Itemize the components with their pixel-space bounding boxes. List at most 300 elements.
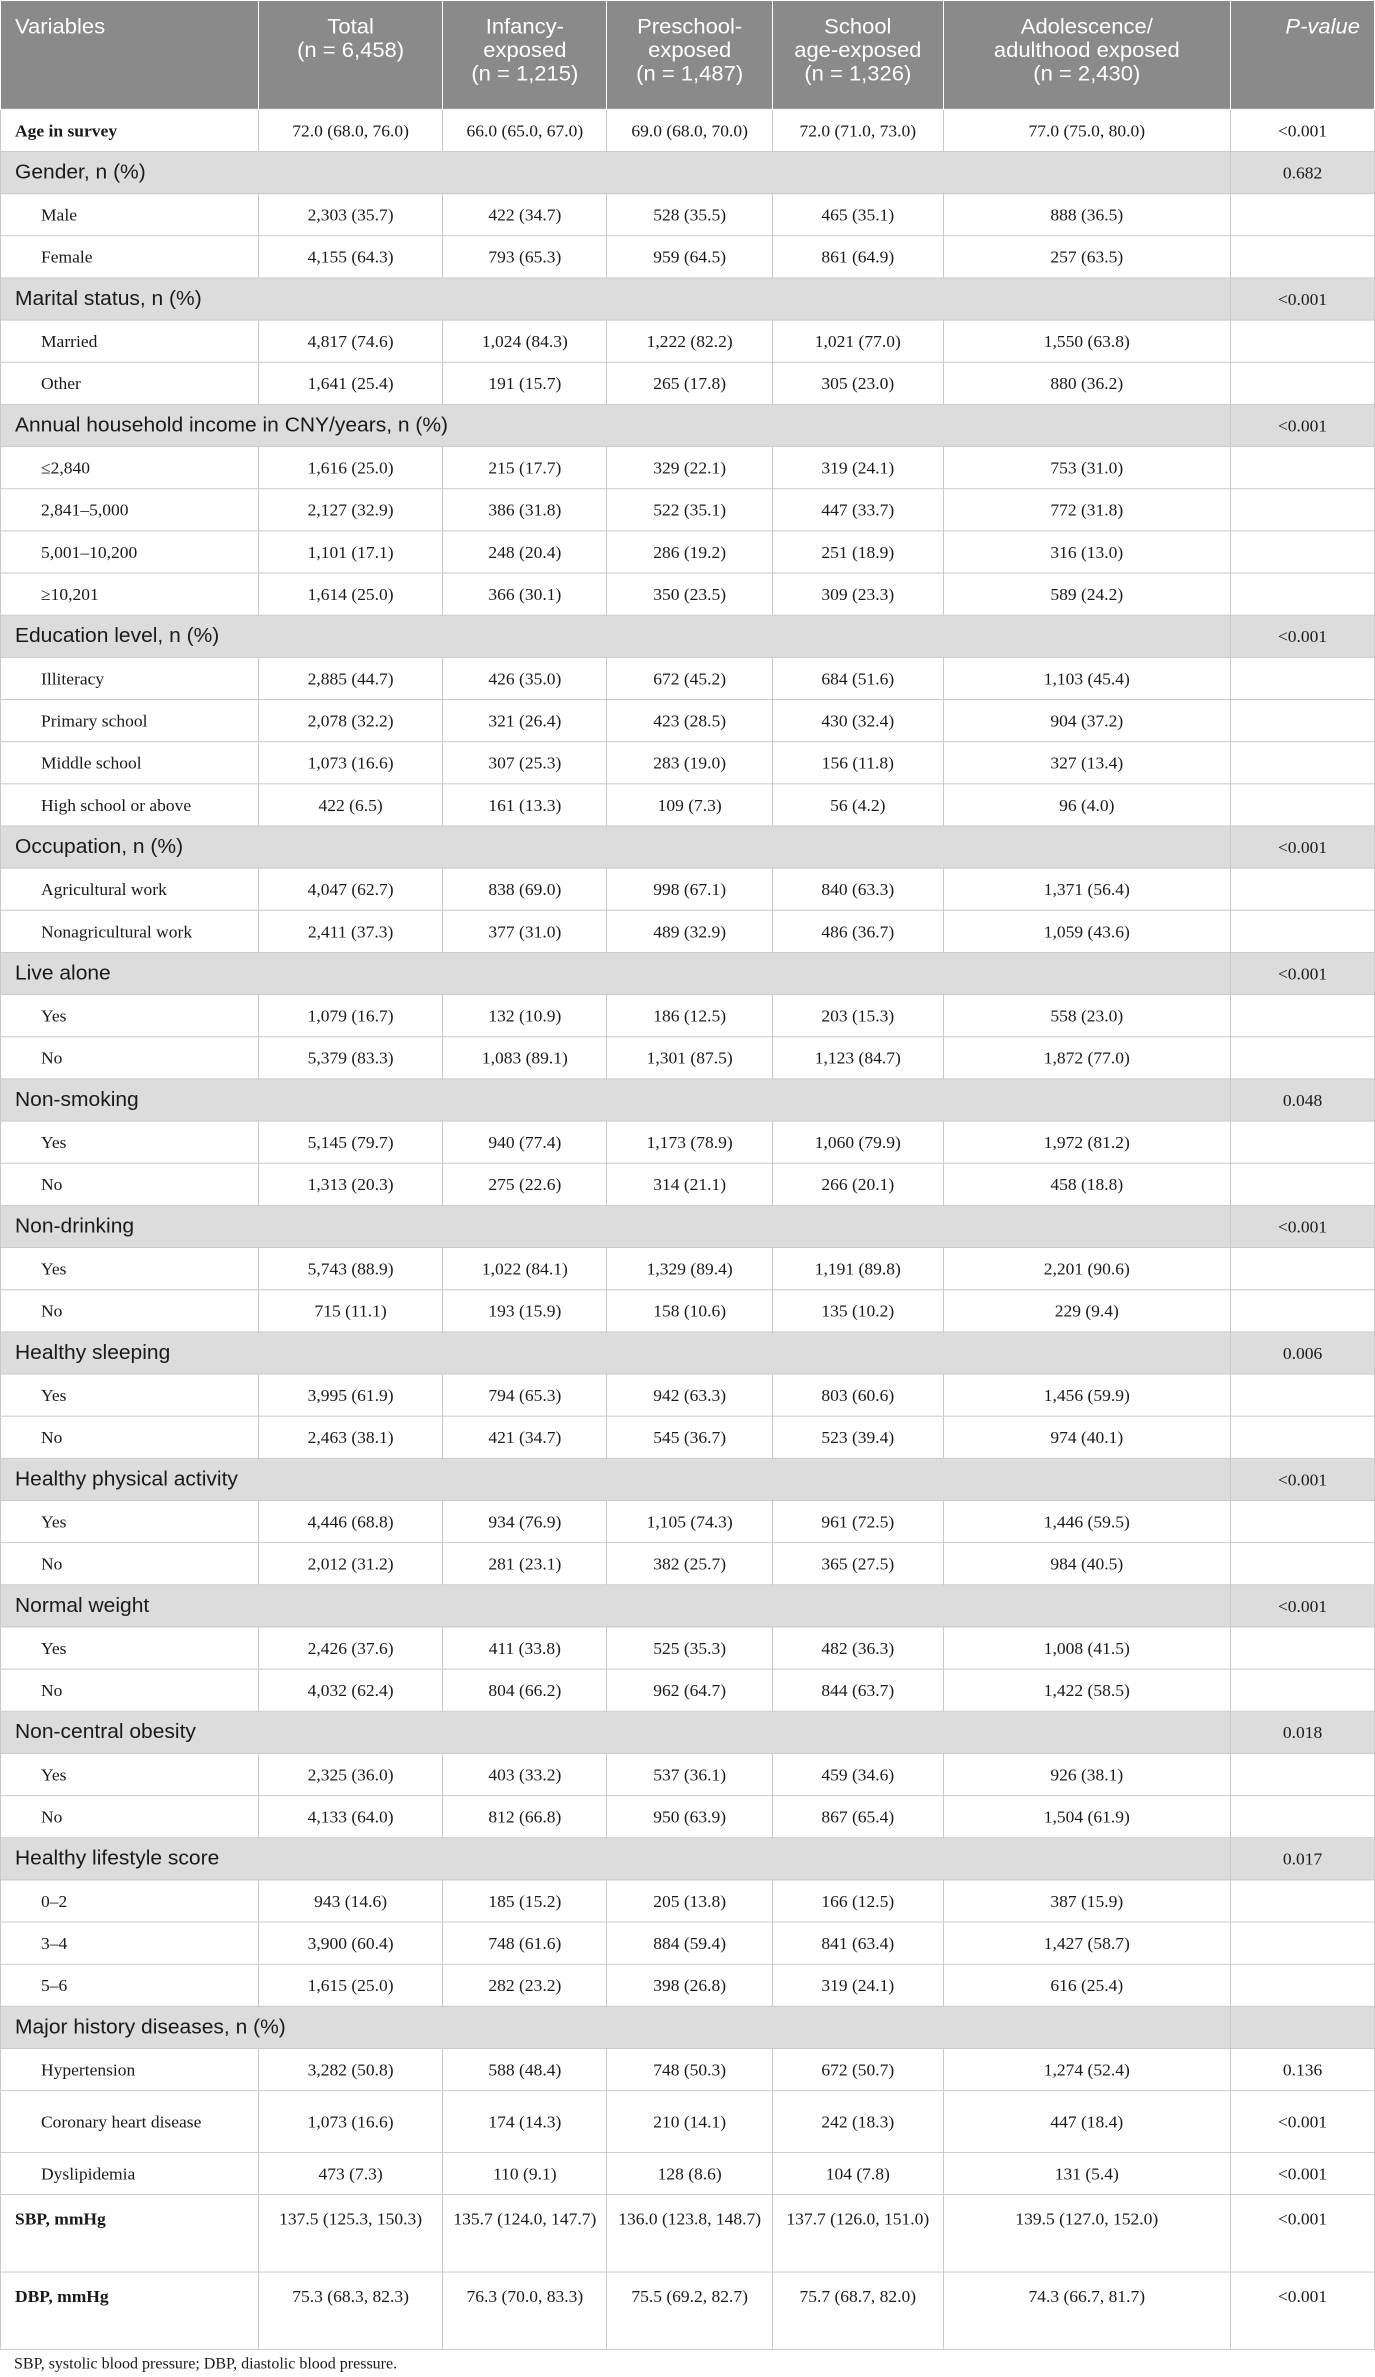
value-cell: 1,173 (78.9) xyxy=(607,1121,773,1163)
header-line: Variables xyxy=(15,13,106,39)
value-cell: 959 (64.5) xyxy=(607,236,773,278)
value-cell: 1,446 (59.5) xyxy=(943,1500,1231,1542)
section-row xyxy=(1,1205,1375,1247)
row-label: DBP, mmHg xyxy=(1,2272,259,2349)
table-row xyxy=(1,1037,1375,1079)
value-cell: 76.3 (70.0, 83.3) xyxy=(443,2272,607,2349)
p-value-cell: 0.682 xyxy=(1231,151,1375,193)
section-label: Non-central obesity xyxy=(1,1711,1231,1753)
value-cell: 139.5 (127.0, 152.0) xyxy=(943,2195,1231,2272)
value-cell: 672 (45.2) xyxy=(607,657,773,699)
value-cell: 2,325 (36.0) xyxy=(258,1753,443,1795)
p-value-cell xyxy=(1231,742,1375,784)
value-cell: 307 (25.3) xyxy=(443,742,607,784)
table-row xyxy=(1,1500,1375,1542)
value-cell: 321 (26.4) xyxy=(443,700,607,742)
column-header-6 xyxy=(1231,0,1375,109)
p-value-cell xyxy=(1231,1290,1375,1332)
value-cell: 804 (66.2) xyxy=(443,1669,607,1711)
value-cell: 75.3 (68.3, 82.3) xyxy=(258,2272,443,2349)
value-cell: 589 (24.2) xyxy=(943,573,1231,615)
row-label: Coronary heart disease xyxy=(1,2091,259,2153)
table-row xyxy=(1,2091,1375,2153)
value-cell: 812 (66.8) xyxy=(443,1796,607,1838)
row-label: 5,001–10,200 xyxy=(1,531,259,573)
value-cell: 2,303 (35.7) xyxy=(258,194,443,236)
table-row xyxy=(1,194,1375,236)
value-cell: 1,101 (17.1) xyxy=(258,531,443,573)
value-cell: 934 (76.9) xyxy=(443,1500,607,1542)
p-value-cell: 0.018 xyxy=(1231,1711,1375,1753)
value-cell: 904 (37.2) xyxy=(943,700,1231,742)
row-label: Yes xyxy=(1,1627,259,1669)
p-value-cell xyxy=(1231,1416,1375,1458)
value-cell: 2,078 (32.2) xyxy=(258,700,443,742)
p-value-cell xyxy=(1231,1543,1375,1585)
value-cell: 161 (13.3) xyxy=(443,784,607,826)
table-row xyxy=(1,1753,1375,1795)
p-value-cell xyxy=(1231,2006,1375,2048)
value-cell: 2,127 (32.9) xyxy=(258,489,443,531)
value-cell: 193 (15.9) xyxy=(443,1290,607,1332)
row-label: High school or above xyxy=(1,784,259,826)
table-footnote: SBP, systolic blood pressure; DBP, diastolic blood pressure. xyxy=(14,2355,398,2373)
value-cell: 203 (15.3) xyxy=(773,995,943,1037)
p-value-cell xyxy=(1231,236,1375,278)
section-label: Major history diseases, n (%) xyxy=(1,2006,1231,2048)
value-cell: 4,032 (62.4) xyxy=(258,1669,443,1711)
value-cell: 210 (14.1) xyxy=(607,2091,773,2153)
row-label: No xyxy=(1,1669,259,1711)
value-cell: 1,313 (20.3) xyxy=(258,1163,443,1205)
row-label: Male xyxy=(1,194,259,236)
value-cell: 473 (7.3) xyxy=(258,2152,443,2194)
value-cell: 1,301 (87.5) xyxy=(607,1037,773,1079)
value-cell: 841 (63.4) xyxy=(773,1922,943,1964)
value-cell: 248 (20.4) xyxy=(443,531,607,573)
value-cell: 447 (18.4) xyxy=(943,2091,1231,2153)
table-row xyxy=(1,910,1375,952)
section-label: Non-drinking xyxy=(1,1205,1231,1247)
value-cell: 1,079 (16.7) xyxy=(258,995,443,1037)
value-cell: 398 (26.8) xyxy=(607,1964,773,2006)
header-line: Preschool- xyxy=(637,13,743,39)
value-cell: 132 (10.9) xyxy=(443,995,607,1037)
value-cell: 2,201 (90.6) xyxy=(943,1248,1231,1290)
value-cell: 616 (25.4) xyxy=(943,1964,1231,2006)
table-row xyxy=(1,2152,1375,2194)
value-cell: 880 (36.2) xyxy=(943,362,1231,404)
value-cell: 1,103 (45.4) xyxy=(943,657,1231,699)
value-cell: 522 (35.1) xyxy=(607,489,773,531)
table-row xyxy=(1,489,1375,531)
p-value-cell xyxy=(1231,1796,1375,1838)
p-value-cell: 0.017 xyxy=(1231,1838,1375,1880)
value-cell: 128 (8.6) xyxy=(607,2152,773,2194)
row-label: No xyxy=(1,1796,259,1838)
table-body xyxy=(1,109,1375,2349)
value-cell: 2,426 (37.6) xyxy=(258,1627,443,1669)
value-cell: 4,817 (74.6) xyxy=(258,320,443,362)
table-row xyxy=(1,1543,1375,1585)
section-row xyxy=(1,1711,1375,1753)
table-row xyxy=(1,1416,1375,1458)
p-value-cell xyxy=(1231,362,1375,404)
table-row xyxy=(1,531,1375,573)
table-row xyxy=(1,1248,1375,1290)
header-line: exposed xyxy=(483,37,567,62)
row-label: ≥10,201 xyxy=(1,573,259,615)
p-value-cell xyxy=(1231,1248,1375,1290)
value-cell: 1,024 (84.3) xyxy=(443,320,607,362)
value-cell: 131 (5.4) xyxy=(943,2152,1231,2194)
value-cell: 1,222 (82.2) xyxy=(607,320,773,362)
header-line: adulthood exposed xyxy=(993,37,1180,62)
column-header-5 xyxy=(943,0,1231,109)
value-cell: 3,282 (50.8) xyxy=(258,2049,443,2091)
p-value-cell xyxy=(1231,1964,1375,2006)
table-row xyxy=(1,2049,1375,2091)
section-label: Gender, n (%) xyxy=(1,151,1231,193)
value-cell: 772 (31.8) xyxy=(943,489,1231,531)
section-label: Occupation, n (%) xyxy=(1,826,1231,868)
table-row xyxy=(1,657,1375,699)
value-cell: 174 (14.3) xyxy=(443,2091,607,2153)
table-row xyxy=(1,700,1375,742)
value-cell: 309 (23.3) xyxy=(773,573,943,615)
table-row xyxy=(1,784,1375,826)
value-cell: 4,155 (64.3) xyxy=(258,236,443,278)
value-cell: 1,371 (56.4) xyxy=(943,868,1231,910)
value-cell: 984 (40.5) xyxy=(943,1543,1231,1585)
row-label: No xyxy=(1,1290,259,1332)
value-cell: 840 (63.3) xyxy=(773,868,943,910)
value-cell: 974 (40.1) xyxy=(943,1416,1231,1458)
value-cell: 1,456 (59.9) xyxy=(943,1374,1231,1416)
value-cell: 1,105 (74.3) xyxy=(607,1500,773,1542)
row-label: Agricultural work xyxy=(1,868,259,910)
table-row xyxy=(1,2272,1375,2349)
value-cell: 1,872 (77.0) xyxy=(943,1037,1231,1079)
row-label: SBP, mmHg xyxy=(1,2195,259,2272)
value-cell: 185 (15.2) xyxy=(443,1880,607,1922)
value-cell: 2,463 (38.1) xyxy=(258,1416,443,1458)
value-cell: 940 (77.4) xyxy=(443,1121,607,1163)
p-value-cell xyxy=(1231,1500,1375,1542)
value-cell: 1,504 (61.9) xyxy=(943,1796,1231,1838)
section-label: Live alone xyxy=(1,952,1231,994)
row-label: Yes xyxy=(1,1753,259,1795)
value-cell: 943 (14.6) xyxy=(258,1880,443,1922)
value-cell: 365 (27.5) xyxy=(773,1543,943,1585)
row-label: Yes xyxy=(1,1374,259,1416)
p-value-cell xyxy=(1231,1374,1375,1416)
value-cell: 305 (23.0) xyxy=(773,362,943,404)
value-cell: 329 (22.1) xyxy=(607,447,773,489)
header-line: (n = 1,326) xyxy=(804,60,912,86)
p-value-cell xyxy=(1231,995,1375,1037)
section-row xyxy=(1,1332,1375,1374)
row-label: Middle school xyxy=(1,742,259,784)
p-value-cell xyxy=(1231,700,1375,742)
value-cell: 447 (33.7) xyxy=(773,489,943,531)
value-cell: 1,422 (58.5) xyxy=(943,1669,1231,1711)
p-value-cell xyxy=(1231,1669,1375,1711)
value-cell: 423 (28.5) xyxy=(607,700,773,742)
header-line: P-value xyxy=(1285,13,1360,39)
section-row xyxy=(1,615,1375,657)
value-cell: 486 (36.7) xyxy=(773,910,943,952)
value-cell: 286 (19.2) xyxy=(607,531,773,573)
value-cell: 3,995 (61.9) xyxy=(258,1374,443,1416)
value-cell: 884 (59.4) xyxy=(607,1922,773,1964)
value-cell: 1,972 (81.2) xyxy=(943,1121,1231,1163)
p-value-cell xyxy=(1231,194,1375,236)
p-value-cell xyxy=(1231,1163,1375,1205)
row-label: Dyslipidemia xyxy=(1,2152,259,2194)
value-cell: 5,743 (88.9) xyxy=(258,1248,443,1290)
value-cell: 430 (32.4) xyxy=(773,700,943,742)
value-cell: 75.7 (68.7, 82.0) xyxy=(773,2272,943,2349)
table-row xyxy=(1,1922,1375,1964)
p-value-cell: <0.001 xyxy=(1231,826,1375,868)
value-cell: 422 (34.7) xyxy=(443,194,607,236)
value-cell: 4,133 (64.0) xyxy=(258,1796,443,1838)
value-cell: 715 (11.1) xyxy=(258,1290,443,1332)
p-value-cell: <0.001 xyxy=(1231,2091,1375,2153)
value-cell: 489 (32.9) xyxy=(607,910,773,952)
value-cell: 421 (34.7) xyxy=(443,1416,607,1458)
value-cell: 537 (36.1) xyxy=(607,1753,773,1795)
value-cell: 2,885 (44.7) xyxy=(258,657,443,699)
value-cell: 75.5 (69.2, 82.7) xyxy=(607,2272,773,2349)
value-cell: 257 (63.5) xyxy=(943,236,1231,278)
p-value-cell xyxy=(1231,1922,1375,1964)
value-cell: 1,083 (89.1) xyxy=(443,1037,607,1079)
value-cell: 283 (19.0) xyxy=(607,742,773,784)
column-header-3 xyxy=(607,0,773,109)
table-row xyxy=(1,447,1375,489)
p-value-cell xyxy=(1231,1880,1375,1922)
value-cell: 3,900 (60.4) xyxy=(258,1922,443,1964)
value-cell: 56 (4.2) xyxy=(773,784,943,826)
value-cell: 998 (67.1) xyxy=(607,868,773,910)
value-cell: 684 (51.6) xyxy=(773,657,943,699)
header-line: (n = 1,487) xyxy=(636,60,744,86)
p-value-cell: <0.001 xyxy=(1231,1458,1375,1500)
p-value-cell: 0.048 xyxy=(1231,1079,1375,1121)
p-value-cell xyxy=(1231,1037,1375,1079)
header-line: age-exposed xyxy=(794,37,922,62)
p-value-cell: <0.001 xyxy=(1231,1205,1375,1247)
row-label: 5–6 xyxy=(1,1964,259,2006)
value-cell: 1,060 (79.9) xyxy=(773,1121,943,1163)
column-header-2 xyxy=(443,0,607,109)
value-cell: 1,021 (77.0) xyxy=(773,320,943,362)
value-cell: 459 (34.6) xyxy=(773,1753,943,1795)
value-cell: 377 (31.0) xyxy=(443,910,607,952)
header-line: Adolescence/ xyxy=(1020,13,1153,39)
value-cell: 275 (22.6) xyxy=(443,1163,607,1205)
section-label: Non-smoking xyxy=(1,1079,1231,1121)
value-cell: 158 (10.6) xyxy=(607,1290,773,1332)
row-label: 2,841–5,000 xyxy=(1,489,259,531)
value-cell: 251 (18.9) xyxy=(773,531,943,573)
row-label: No xyxy=(1,1163,259,1205)
value-cell: 748 (50.3) xyxy=(607,2049,773,2091)
row-label: No xyxy=(1,1416,259,1458)
value-cell: 838 (69.0) xyxy=(443,868,607,910)
table-row xyxy=(1,1964,1375,2006)
value-cell: 1,008 (41.5) xyxy=(943,1627,1231,1669)
section-label: Healthy physical activity xyxy=(1,1458,1231,1500)
row-label: Nonagricultural work xyxy=(1,910,259,952)
value-cell: 528 (35.5) xyxy=(607,194,773,236)
section-label: Marital status, n (%) xyxy=(1,278,1231,320)
header-line: Total xyxy=(327,13,374,39)
value-cell: 1,073 (16.6) xyxy=(258,2091,443,2153)
value-cell: 74.3 (66.7, 81.7) xyxy=(943,2272,1231,2349)
value-cell: 191 (15.7) xyxy=(443,362,607,404)
header-line: (n = 1,215) xyxy=(471,60,579,86)
value-cell: 72.0 (68.0, 76.0) xyxy=(258,109,443,151)
value-cell: 793 (65.3) xyxy=(443,236,607,278)
p-value-cell xyxy=(1231,1121,1375,1163)
p-value-cell: <0.001 xyxy=(1231,2195,1375,2272)
section-label: Education level, n (%) xyxy=(1,615,1231,657)
section-row xyxy=(1,1585,1375,1627)
value-cell: 77.0 (75.0, 80.0) xyxy=(943,109,1231,151)
table-row xyxy=(1,1290,1375,1332)
row-label: ≤2,840 xyxy=(1,447,259,489)
value-cell: 794 (65.3) xyxy=(443,1374,607,1416)
section-row xyxy=(1,1079,1375,1121)
row-label: Yes xyxy=(1,1121,259,1163)
value-cell: 867 (65.4) xyxy=(773,1796,943,1838)
p-value-cell: <0.001 xyxy=(1231,404,1375,446)
row-label: Other xyxy=(1,362,259,404)
value-cell: 942 (63.3) xyxy=(607,1374,773,1416)
value-cell: 672 (50.7) xyxy=(773,2049,943,2091)
value-cell: 525 (35.3) xyxy=(607,1627,773,1669)
p-value-cell xyxy=(1231,1627,1375,1669)
table-row xyxy=(1,742,1375,784)
p-value-cell: <0.001 xyxy=(1231,1585,1375,1627)
value-cell: 1,329 (89.4) xyxy=(607,1248,773,1290)
row-label: Yes xyxy=(1,995,259,1037)
value-cell: 1,614 (25.0) xyxy=(258,573,443,615)
row-label: Illiteracy xyxy=(1,657,259,699)
value-cell: 316 (13.0) xyxy=(943,531,1231,573)
p-value-cell xyxy=(1231,657,1375,699)
section-row xyxy=(1,826,1375,868)
value-cell: 319 (24.1) xyxy=(773,447,943,489)
row-label: Female xyxy=(1,236,259,278)
value-cell: 1,427 (58.7) xyxy=(943,1922,1231,1964)
section-label: Annual household income in CNY/years, n (%) xyxy=(1,404,1231,446)
value-cell: 748 (61.6) xyxy=(443,1922,607,1964)
value-cell: 1,191 (89.8) xyxy=(773,1248,943,1290)
row-label: 0–2 xyxy=(1,1880,259,1922)
value-cell: 135.7 (124.0, 147.7) xyxy=(443,2195,607,2272)
value-cell: 136.0 (123.8, 148.7) xyxy=(607,2195,773,2272)
header-line: Infancy- xyxy=(485,13,564,39)
section-label: Healthy sleeping xyxy=(1,1332,1231,1374)
column-header-0 xyxy=(1,0,259,109)
row-label: Hypertension xyxy=(1,2049,259,2091)
p-value-cell xyxy=(1231,1753,1375,1795)
value-cell: 109 (7.3) xyxy=(607,784,773,826)
value-cell: 319 (24.1) xyxy=(773,1964,943,2006)
table-row xyxy=(1,573,1375,615)
p-value-cell xyxy=(1231,868,1375,910)
value-cell: 523 (39.4) xyxy=(773,1416,943,1458)
table-row xyxy=(1,362,1375,404)
value-cell: 215 (17.7) xyxy=(443,447,607,489)
value-cell: 2,012 (31.2) xyxy=(258,1543,443,1585)
section-row xyxy=(1,1838,1375,1880)
value-cell: 110 (9.1) xyxy=(443,2152,607,2194)
p-value-cell xyxy=(1231,320,1375,362)
value-cell: 1,022 (84.1) xyxy=(443,1248,607,1290)
section-row xyxy=(1,1458,1375,1500)
value-cell: 458 (18.8) xyxy=(943,1163,1231,1205)
header-line: exposed xyxy=(648,37,732,62)
value-cell: 2,411 (37.3) xyxy=(258,910,443,952)
value-cell: 205 (13.8) xyxy=(607,1880,773,1922)
table-row xyxy=(1,2195,1375,2272)
row-label: Age in survey xyxy=(1,109,259,151)
table-row xyxy=(1,995,1375,1037)
value-cell: 96 (4.0) xyxy=(943,784,1231,826)
value-cell: 266 (20.1) xyxy=(773,1163,943,1205)
value-cell: 242 (18.3) xyxy=(773,2091,943,2153)
value-cell: 229 (9.4) xyxy=(943,1290,1231,1332)
column-header-1 xyxy=(258,0,443,109)
p-value-cell: <0.001 xyxy=(1231,278,1375,320)
value-cell: 926 (38.1) xyxy=(943,1753,1231,1795)
value-cell: 1,123 (84.7) xyxy=(773,1037,943,1079)
table-row xyxy=(1,868,1375,910)
value-cell: 482 (36.3) xyxy=(773,1627,943,1669)
value-cell: 803 (60.6) xyxy=(773,1374,943,1416)
row-label: Yes xyxy=(1,1248,259,1290)
value-cell: 5,379 (83.3) xyxy=(258,1037,443,1079)
value-cell: 950 (63.9) xyxy=(607,1796,773,1838)
section-row xyxy=(1,952,1375,994)
p-value-cell: 0.006 xyxy=(1231,1332,1375,1374)
value-cell: 545 (36.7) xyxy=(607,1416,773,1458)
value-cell: 1,641 (25.4) xyxy=(258,362,443,404)
value-cell: 104 (7.8) xyxy=(773,2152,943,2194)
value-cell: 961 (72.5) xyxy=(773,1500,943,1542)
value-cell: 558 (23.0) xyxy=(943,995,1231,1037)
value-cell: 422 (6.5) xyxy=(258,784,443,826)
table-row xyxy=(1,1880,1375,1922)
value-cell: 753 (31.0) xyxy=(943,447,1231,489)
value-cell: 962 (64.7) xyxy=(607,1669,773,1711)
value-cell: 1,615 (25.0) xyxy=(258,1964,443,2006)
value-cell: 166 (12.5) xyxy=(773,1880,943,1922)
row-label: Primary school xyxy=(1,700,259,742)
row-label: Married xyxy=(1,320,259,362)
section-row xyxy=(1,2006,1375,2048)
p-value-cell xyxy=(1231,784,1375,826)
value-cell: 135 (10.2) xyxy=(773,1290,943,1332)
header-line: (n = 6,458) xyxy=(297,37,405,62)
value-cell: 1,550 (63.8) xyxy=(943,320,1231,362)
value-cell: 861 (64.9) xyxy=(773,236,943,278)
